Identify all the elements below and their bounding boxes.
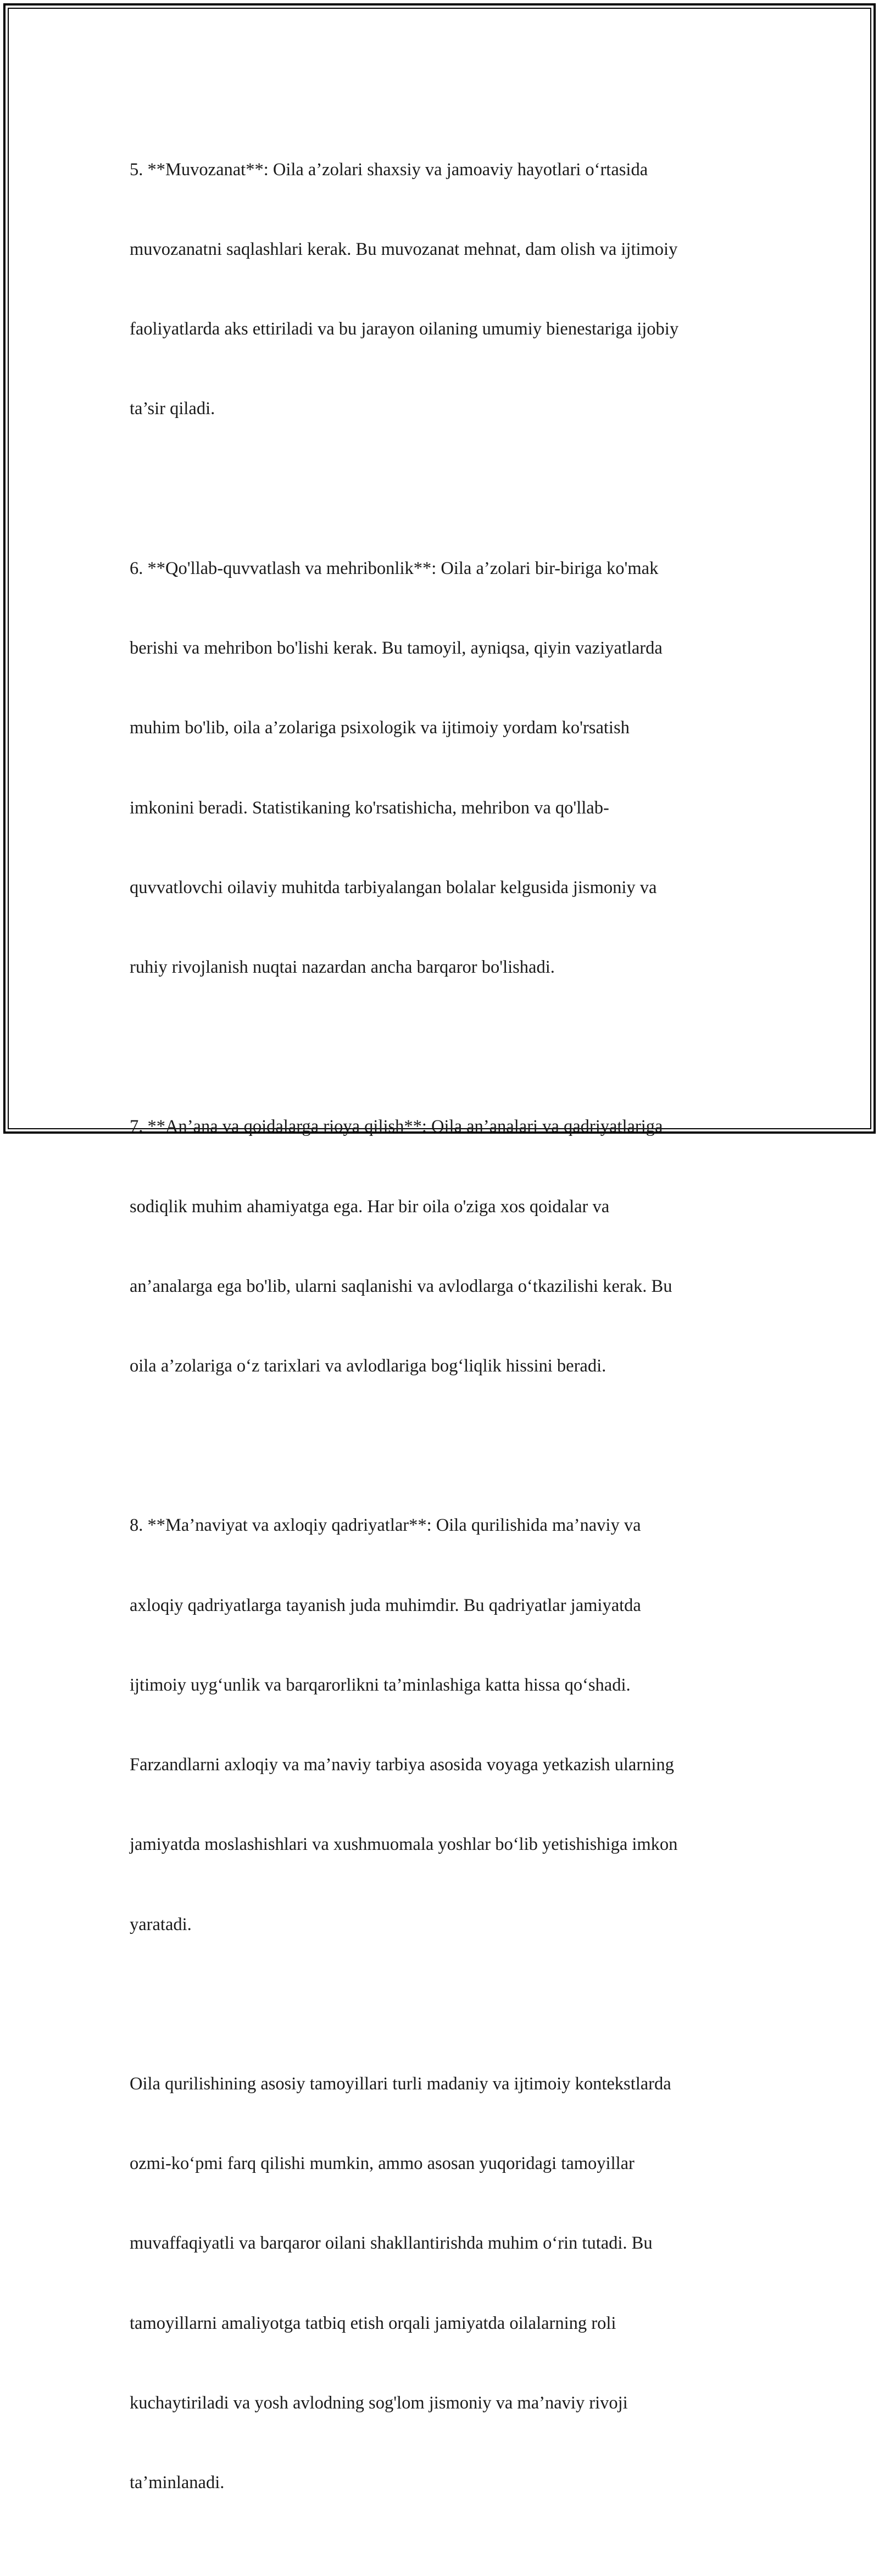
- text-line: 7. **An’ana va qoidalarga rioya qilish**: Oila an’analari va qadriyatlariga: [130, 1117, 663, 1137]
- text-line: tamoyillarni amaliyotga tatbiq etish orqali jamiyatda oilalarning roli: [130, 2313, 616, 2333]
- text-line: 5. **Muvozanat**: Oila a’zolari shaxsiy va jamoaviy hayotlari o‘rtasida: [130, 159, 648, 180]
- paragraph-conclusion: [130, 2017, 750, 2549]
- document-body: [130, 103, 750, 2576]
- paragraph-muvozanat: [130, 103, 750, 476]
- text-line: 8. **Ma’naviyat va axloqiy qadriyatlar**: Oila qurilishida ma’naviy va: [130, 1515, 641, 1536]
- text-line: yaratadi.: [130, 1914, 192, 1934]
- text-line: oila a’zolariga o‘z tarixlari va avlodlariga bog‘liqlik hissini beradi.: [130, 1356, 607, 1376]
- paragraph-anana: [130, 1061, 750, 1433]
- text-line: quvvatlovchi oilaviy muhitda tarbiyalangan bolalar kelgusida jismoniy va: [130, 877, 657, 897]
- text-line: ozmi-ko‘pmi farq qilishi mumkin, ammo asosan yuqoridagi tamoyillar: [130, 2154, 635, 2174]
- text-line: ijtimoiy uyg‘unlik va barqarorlikni ta’minlashiga katta hissa qo‘shadi.: [130, 1675, 631, 1695]
- text-line: 6. **Qo'llab-quvvatlash va mehribonlik**: Oila a’zolari bir-biriga ko'mak: [130, 558, 659, 578]
- text-line: sodiqlik muhim ahamiyatga ega. Har bir oila o'ziga xos qoidalar va: [130, 1196, 610, 1217]
- paragraph-qollab-quvvatlash: [130, 502, 750, 1034]
- text-line: jamiyatda moslashishlari va xushmuomala yoshlar bo‘lib yetishishiga imkon: [130, 1835, 678, 1855]
- text-line: muvozanatni saqlashlari kerak. Bu muvozanat mehnat, dam olish va ijtimoiy: [130, 239, 678, 260]
- text-line: ta’minlanadi.: [130, 2473, 225, 2493]
- text-line: ta’sir qiladi.: [130, 399, 215, 419]
- text-line: faoliyatlarda aks ettiriladi va bu jarayon oilaning umumiy bienestariga ijobiy: [130, 319, 679, 339]
- text-line: muhim bo'lib, oila a’zolariga psixologik va ijtimoiy yordam ko'rsatish: [130, 718, 630, 738]
- text-line: an’analarga ega bo'lib, ularni saqlanishi va avlodlarga o‘tkazilishi kerak. Bu: [130, 1276, 672, 1296]
- text-line: muvaffaqiyatli va barqaror oilani shakllantirishda muhim o‘rin tutadi. Bu: [130, 2233, 653, 2254]
- text-line: kuchaytiriladi va yosh avlodning sog'lom jismoniy va ma’naviy rivoji: [130, 2393, 628, 2413]
- paragraph-manaviyat: [130, 1459, 750, 1991]
- text-line: axloqiy qadriyatlarga tayanish juda muhimdir. Bu qadriyatlar jamiyatda: [130, 1595, 641, 1615]
- text-line: ruhiy rivojlanish nuqtai nazardan ancha barqaror bo'lishadi.: [130, 957, 555, 977]
- text-line: Oila qurilishining asosiy tamoyillari turli madaniy va ijtimoiy kontekstlarda: [130, 2074, 671, 2094]
- text-line: imkonini beradi. Statistikaning ko'rsatishicha, mehribon va qo'llab-: [130, 798, 609, 818]
- text-line: Farzandlarni axloqiy va ma’naviy tarbiya asosida voyaga yetkazish ularning: [130, 1755, 674, 1775]
- text-line: berishi va mehribon bo'lishi kerak. Bu tamoyil, ayniqsa, qiyin vaziyatlarda: [130, 638, 663, 659]
